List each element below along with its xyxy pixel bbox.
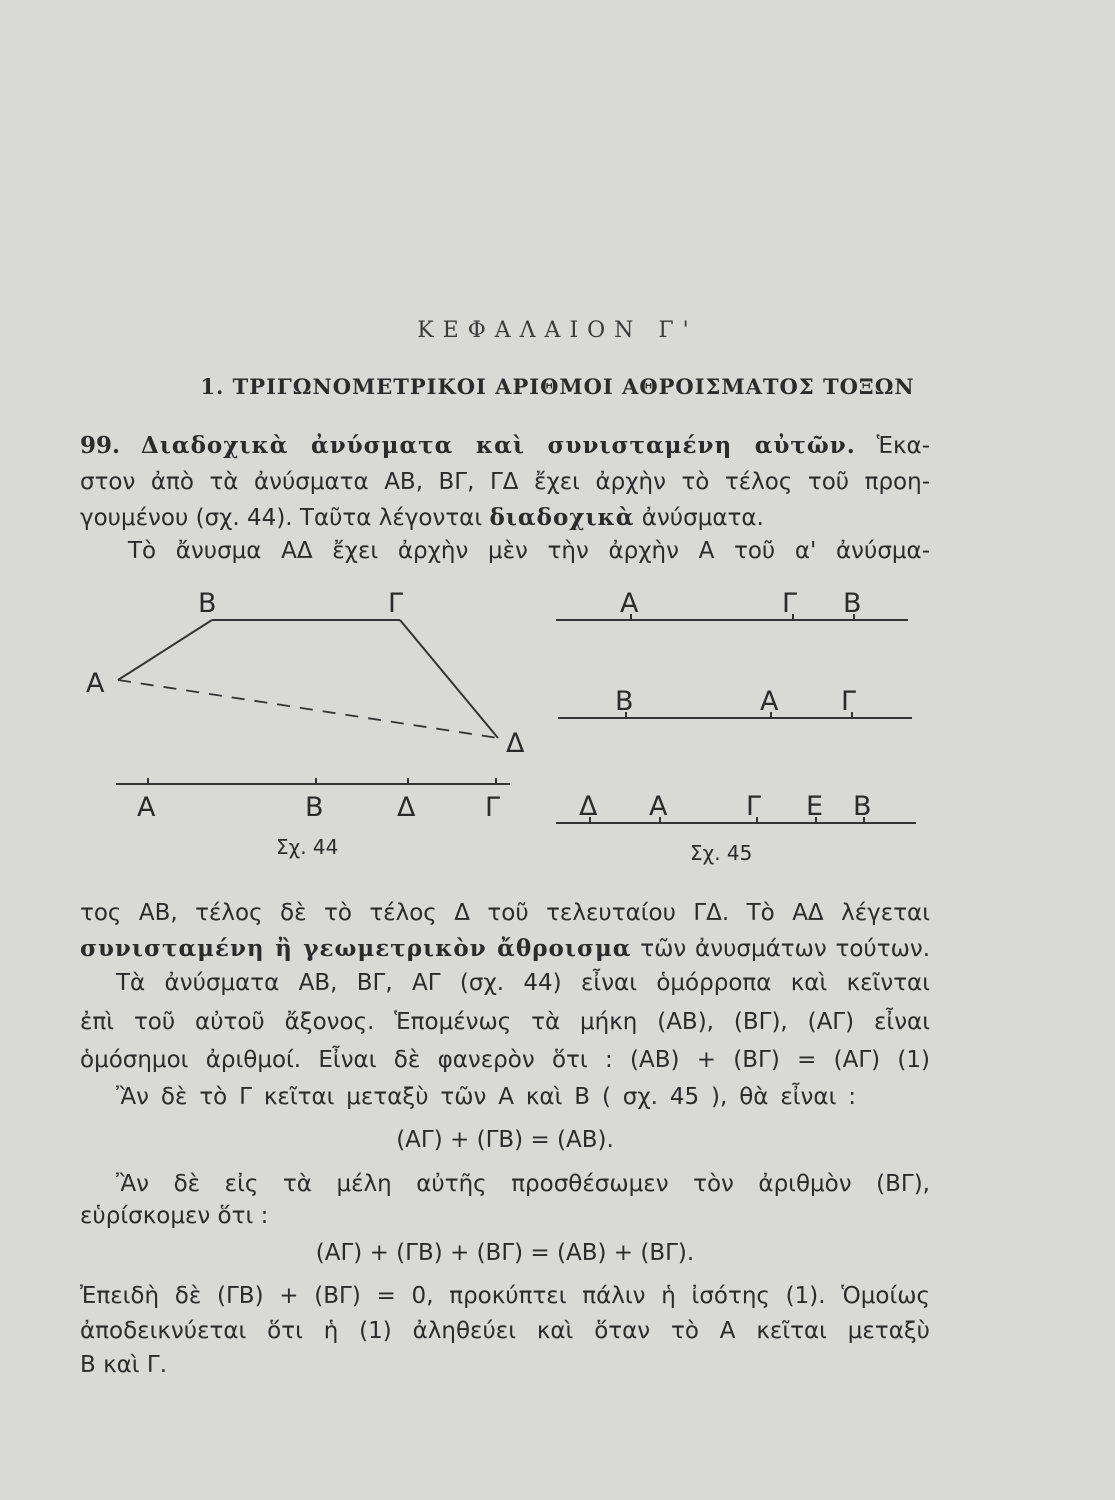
l3-label-e: Ε xyxy=(806,791,824,822)
axis-label-a: Α xyxy=(137,792,156,823)
text-line-5: ὁμόσημοι ἀριθμοί. Εἶναι δὲ φανερὸν ὅτι : (ΑΒ) + (ΒΓ) = (ΑΓ) (1) xyxy=(80,1047,930,1073)
para-line1-end: Ἑκα- xyxy=(876,433,931,459)
point-a-label: Α xyxy=(86,668,105,699)
text-line-2-end: τῶν ἀνυσμάτων τούτων. xyxy=(640,936,931,962)
resultant-ad xyxy=(118,680,498,738)
l2-label-g: Γ xyxy=(841,686,857,717)
section-title: 1. ΤΡΙΓΩΝΟΜΕΤΡΙΚΟΙ ΑΡΙΘΜΟΙ ΑΘΡΟΙΣΜΑΤΟΣ ΤΟΞΩΝ xyxy=(200,374,915,399)
para-99-line-4: Τὸ ἄνυσμα ΑΔ ἔχει ἀρχὴν μὲν τὴν ἀρχὴν Α τοῦ α' ἀνύσμα- xyxy=(128,538,930,564)
text-line-1: τος ΑΒ, τέλος δὲ τὸ τέλος Δ τοῦ τελευταίου ΓΔ. Τὸ ΑΔ λέγεται xyxy=(80,900,930,926)
equation-2: (ΑΓ) + (ΓΒ) + (ΒΓ) = (ΑΒ) + (ΒΓ). xyxy=(315,1240,695,1266)
l3-label-a: Α xyxy=(649,791,668,822)
text-line-7: Ἂν δὲ εἰς τὰ μέλη αὐτῆς προσθέσωμεν τὸν ἀριθμὸν (ΒΓ), xyxy=(116,1171,930,1197)
l2-label-a: Α xyxy=(760,686,779,717)
l1-label-a: Α xyxy=(620,588,639,619)
text-line-3: Τὰ ἀνύσματα ΑΒ, ΒΓ, ΑΓ (σχ. 44) εἶναι ὁμόρροπα καὶ κεῖνται xyxy=(116,970,930,996)
axis-label-b: Β xyxy=(305,792,324,823)
term-synistamene: συνισταμένη ἢ γεωμετρικὸν ἄθροισμα xyxy=(80,935,632,962)
fig45-caption: Σχ. 45 xyxy=(690,841,753,865)
l1-label-b: Β xyxy=(843,588,862,619)
para-title: Διαδοχικὰ ἀνύσματα καὶ συνισταμένη αὐτῶν. xyxy=(140,432,856,459)
text-line-9: Ἐπειδὴ δὲ (ΓΒ) + (ΒΓ) = 0, προκύπτει πάλιν ἡ ἰσότης (1). Ὁμοίως xyxy=(80,1283,930,1309)
vector-ab xyxy=(118,620,212,680)
equation-1: (ΑΓ) + (ΓΒ) = (ΑΒ). xyxy=(396,1127,614,1153)
l3-label-d: Δ xyxy=(579,791,598,822)
line3-end: ἀνύσματα. xyxy=(641,505,764,531)
point-g-label: Γ xyxy=(388,588,404,619)
axis-label-g: Γ xyxy=(485,792,501,823)
l1-label-g: Γ xyxy=(782,588,798,619)
point-b-label: Β xyxy=(198,588,217,619)
l3-label-g: Γ xyxy=(746,791,762,822)
term-diadochika: διαδοχικὰ xyxy=(489,504,635,531)
figure-44 xyxy=(86,588,525,859)
l3-label-b: Β xyxy=(853,791,872,822)
text-line-10: ἀποδεικνύεται ὅτι ἡ (1) ἀληθεύει καὶ ὅταν τὸ Α κεῖται μεταξὺ xyxy=(80,1318,930,1344)
text-line-2 xyxy=(80,935,930,962)
vector-gd xyxy=(400,620,498,738)
l2-label-b: Β xyxy=(615,686,634,717)
text-line-6: Ἂν δὲ τὸ Γ κεῖται μεταξὺ τῶν Α καὶ Β ( σχ. 45 ), θὰ εἶναι : xyxy=(116,1084,856,1110)
line3-start: γουμένου (σχ. 44). Ταῦτα λέγονται xyxy=(80,505,483,531)
fig44-caption: Σχ. 44 xyxy=(276,835,339,859)
text-line-11: Β καὶ Γ. xyxy=(80,1352,168,1378)
axis-label-d: Δ xyxy=(397,792,416,823)
para-99-line-2: στον ἀπὸ τὰ ἀνύσματα ΑΒ, ΒΓ, ΓΔ ἔχει ἀρχὴν τὸ τέλος τοῦ προη- xyxy=(80,469,930,495)
para-number: 99. xyxy=(80,432,121,459)
point-d-label: Δ xyxy=(506,728,525,759)
text-line-4: ἐπὶ τοῦ αὐτοῦ ἄξονος. Ἑπομένως τὰ μήκη (ΑΒ), (ΒΓ), (ΑΓ) εἶναι xyxy=(80,1009,930,1035)
chapter-title: ΚΕΦΑΛΑΙΟΝ Γ' xyxy=(417,318,698,343)
text-line-8: εὑρίσκομεν ὅτι : xyxy=(80,1203,269,1229)
figure-45 xyxy=(556,588,916,865)
